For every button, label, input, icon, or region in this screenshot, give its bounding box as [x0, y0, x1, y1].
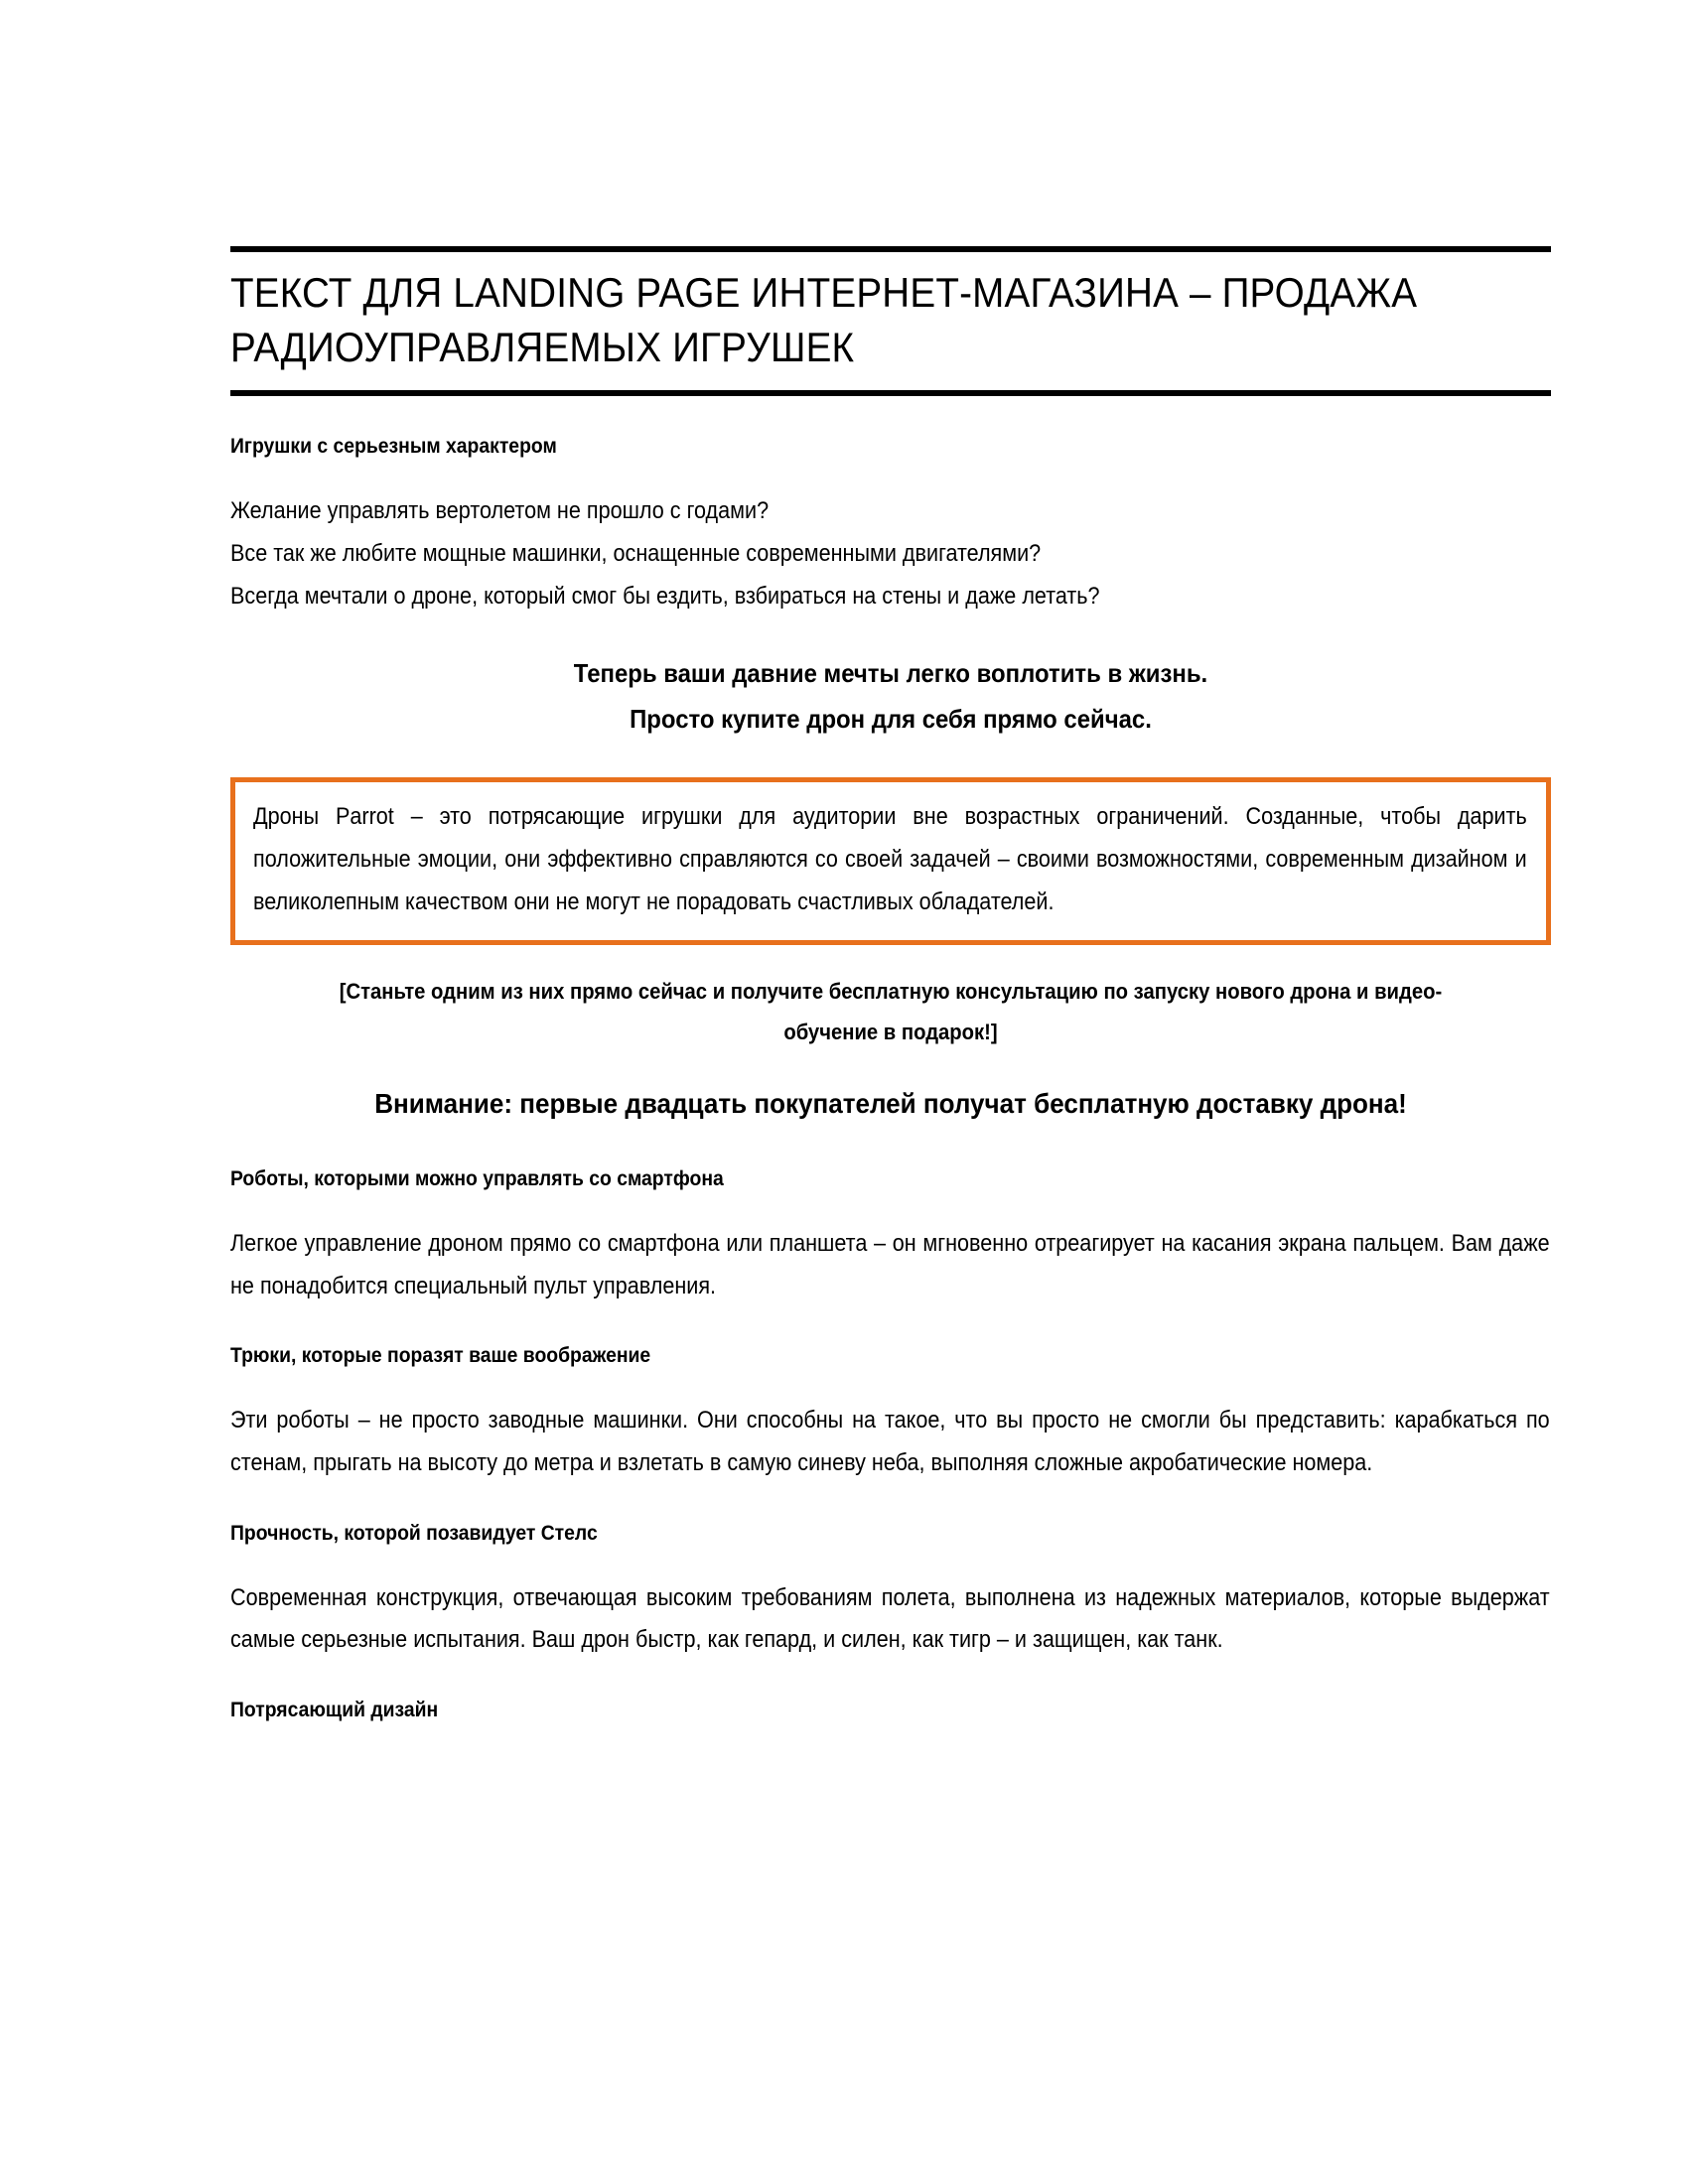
section-paragraph-smartphone-control: Легкое управление дроном прямо со смартфона или планшета – он мгновенно отреагирует на касания экрана пальцем. Вам даже не понадобится специальный пульт управления. [230, 1229, 1550, 1299]
cta-line-2: Просто купите дрон для себя прямо сейчас. [630, 703, 1152, 734]
section-heading-intro: Игрушки с серьезным характером [230, 434, 557, 459]
document-title-block [230, 246, 1551, 396]
highlight-callout-box [230, 777, 1551, 944]
cta-block [230, 651, 1551, 742]
intro-question-3: Всегда мечтали о дроне, который смог бы ездить, взбираться на стены и даже летать? [230, 582, 1100, 610]
intro-question-list [230, 490, 1551, 617]
intro-question-1: Желание управлять вертолетом не прошло с годами? [230, 497, 770, 525]
cta-line-1: Теперь ваши давние мечты легко воплотить в жизнь. [573, 658, 1208, 689]
section-paragraph-durability: Современная конструкция, отвечающая высоким требованиям полета, выполнена из надежных материалов, которые выдержат самые серьезные испытания. Ваш дрон быстр, как гепард, и силен, как тигр – и защищен, как танк. [230, 1583, 1550, 1654]
intro-question-2: Все так же любите мощные машинки, оснащенные современными двигателями? [230, 539, 1042, 567]
attention-notice: Внимание: первые двадцать покупателей получат бесплатную доставку дрона! [374, 1087, 1407, 1119]
section-heading-durability: Прочность, которой позавидует Стелс [230, 1520, 598, 1545]
bracket-offer-text: [Станьте одним из них прямо сейчас и получите бесплатную консультацию по запуску нового дрона и видео-обучение в подарок!] [339, 978, 1443, 1045]
section-heading-design: Потрясающий дизайн [230, 1698, 439, 1722]
section-paragraph-tricks: Эти роботы – не просто заводные машинки. Они способны на такое, что вы просто не смогли бы представить: карабкаться по стенам, прыгать на высоту до метра и взлетать в самую синеву неба, выполняя сложные акробатические номера. [230, 1407, 1550, 1476]
section-heading-smartphone-control: Роботы, которыми можно управлять со смартфона [230, 1165, 724, 1190]
callout-paragraph: Дроны Parrot – это потрясающие игрушки для аудитории вне возрастных ограничений. Созданные, чтобы дарить положительные эмоции, они эффективно справляются со своей задачей – своими возможностями, современным дизайном и великолепным качеством они не могут не порадовать счастливых обладателей. [253, 803, 1527, 915]
page-title: ТЕКСТ ДЛЯ LANDING PAGE ИНТЕРНЕТ-МАГАЗИНА – ПРОДАЖА РАДИОУПРАВЛЯЕМЫХ ИГРУШЕК [230, 269, 1418, 370]
document-body [230, 246, 1551, 1754]
section-heading-tricks: Трюки, которые поразят ваше воображение [230, 1343, 651, 1368]
